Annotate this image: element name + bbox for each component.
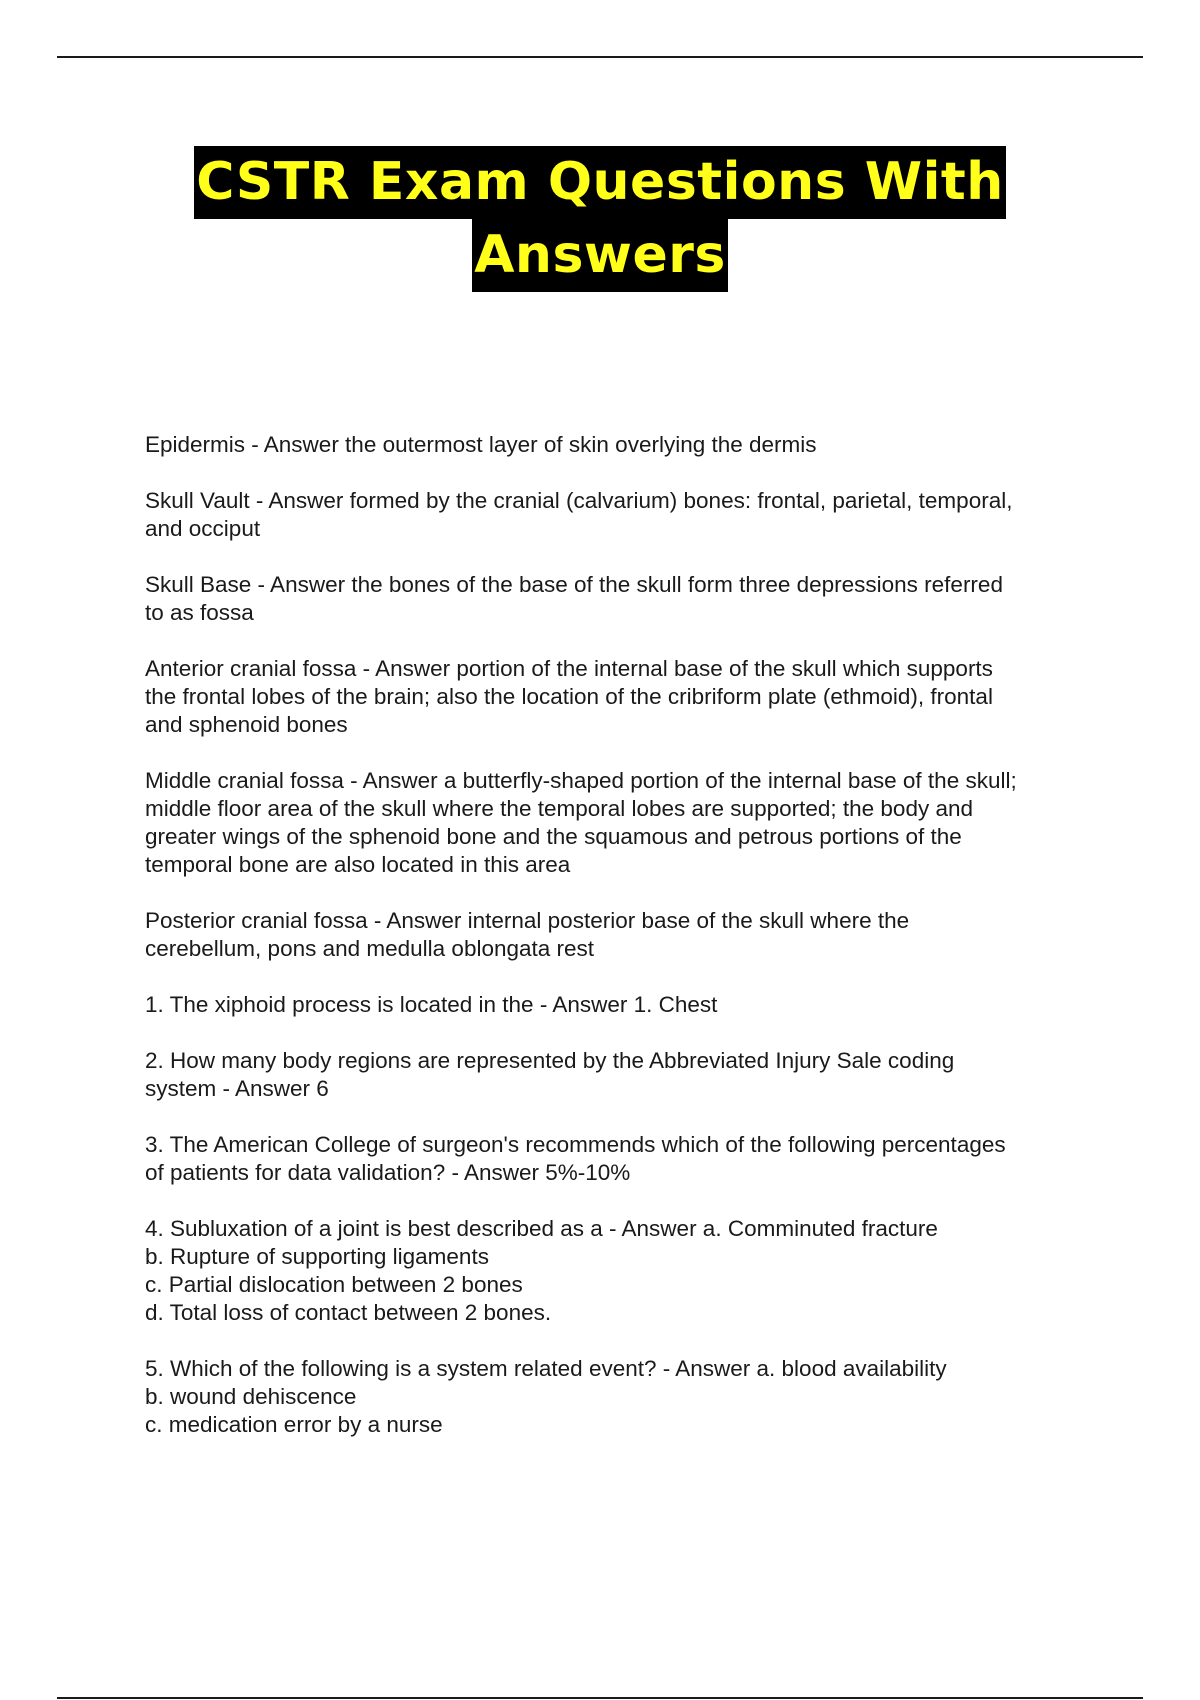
bottom-rule bbox=[57, 1697, 1143, 1699]
entry-line: system - Answer 6 bbox=[145, 1076, 329, 1101]
entry-skull-vault bbox=[145, 487, 1095, 543]
qa-content bbox=[145, 431, 1095, 1467]
entry-line: Anterior cranial fossa - Answer portion of the internal base of the skull which supports bbox=[145, 656, 993, 681]
entry-line: b. wound dehiscence bbox=[145, 1384, 357, 1409]
entry-question-2 bbox=[145, 1047, 1095, 1103]
entry-line: of patients for data validation? - Answer 5%-10% bbox=[145, 1160, 631, 1185]
entry-line: to as fossa bbox=[145, 600, 254, 625]
entry-line: b. Rupture of supporting ligaments bbox=[145, 1244, 489, 1269]
entry-question-3 bbox=[145, 1131, 1095, 1187]
entry-line: temporal bone are also located in this area bbox=[145, 852, 571, 877]
entry-line: Skull Base - Answer the bones of the base of the skull form three depressions referred bbox=[145, 572, 1003, 597]
entry-line: cerebellum, pons and medulla oblongata rest bbox=[145, 936, 595, 961]
entry-anterior-cranial-fossa bbox=[145, 655, 1095, 739]
entry-line: Epidermis - Answer the outermost layer of skin overlying the dermis bbox=[145, 432, 817, 457]
entry-line: c. Partial dislocation between 2 bones bbox=[145, 1272, 523, 1297]
entry-line: 5. Which of the following is a system related event? - Answer a. blood availability bbox=[145, 1356, 947, 1381]
entry-line: 3. The American College of surgeon's recommends which of the following percentages bbox=[145, 1132, 1006, 1157]
title-line-1: CSTR Exam Questions With bbox=[194, 146, 1006, 219]
document-title bbox=[0, 146, 1200, 292]
entry-line: 2. How many body regions are represented by the Abbreviated Injury Sale coding bbox=[145, 1048, 955, 1073]
entry-question-5 bbox=[145, 1355, 1095, 1439]
entry-line: Middle cranial fossa - Answer a butterfly-shaped portion of the internal base of the skull; bbox=[145, 768, 1017, 793]
entry-line: the frontal lobes of the brain; also the location of the cribriform plate (ethmoid), frontal bbox=[145, 684, 993, 709]
entry-line: 1. The xiphoid process is located in the - Answer 1. Chest bbox=[145, 992, 718, 1017]
entry-posterior-cranial-fossa bbox=[145, 907, 1095, 963]
entry-epidermis bbox=[145, 431, 1095, 459]
entry-question-4 bbox=[145, 1215, 1095, 1327]
entry-line: greater wings of the sphenoid bone and the squamous and petrous portions of the bbox=[145, 824, 962, 849]
entry-line: middle floor area of the skull where the temporal lobes are supported; the body and bbox=[145, 796, 973, 821]
entry-line: Skull Vault - Answer formed by the cranial (calvarium) bones: frontal, parietal, temporal, bbox=[145, 488, 1013, 513]
entry-line: d. Total loss of contact between 2 bones. bbox=[145, 1300, 552, 1325]
entry-skull-base bbox=[145, 571, 1095, 627]
entry-middle-cranial-fossa bbox=[145, 767, 1095, 879]
title-line-2: Answers bbox=[472, 219, 728, 292]
top-rule bbox=[57, 56, 1143, 58]
entry-question-1 bbox=[145, 991, 1095, 1019]
entry-line: and sphenoid bones bbox=[145, 712, 348, 737]
entry-line: Posterior cranial fossa - Answer internal posterior base of the skull where the bbox=[145, 908, 910, 933]
entry-line: and occiput bbox=[145, 516, 261, 541]
entry-line: c. medication error by a nurse bbox=[145, 1412, 443, 1437]
entry-line: 4. Subluxation of a joint is best described as a - Answer a. Comminuted fracture bbox=[145, 1216, 938, 1241]
